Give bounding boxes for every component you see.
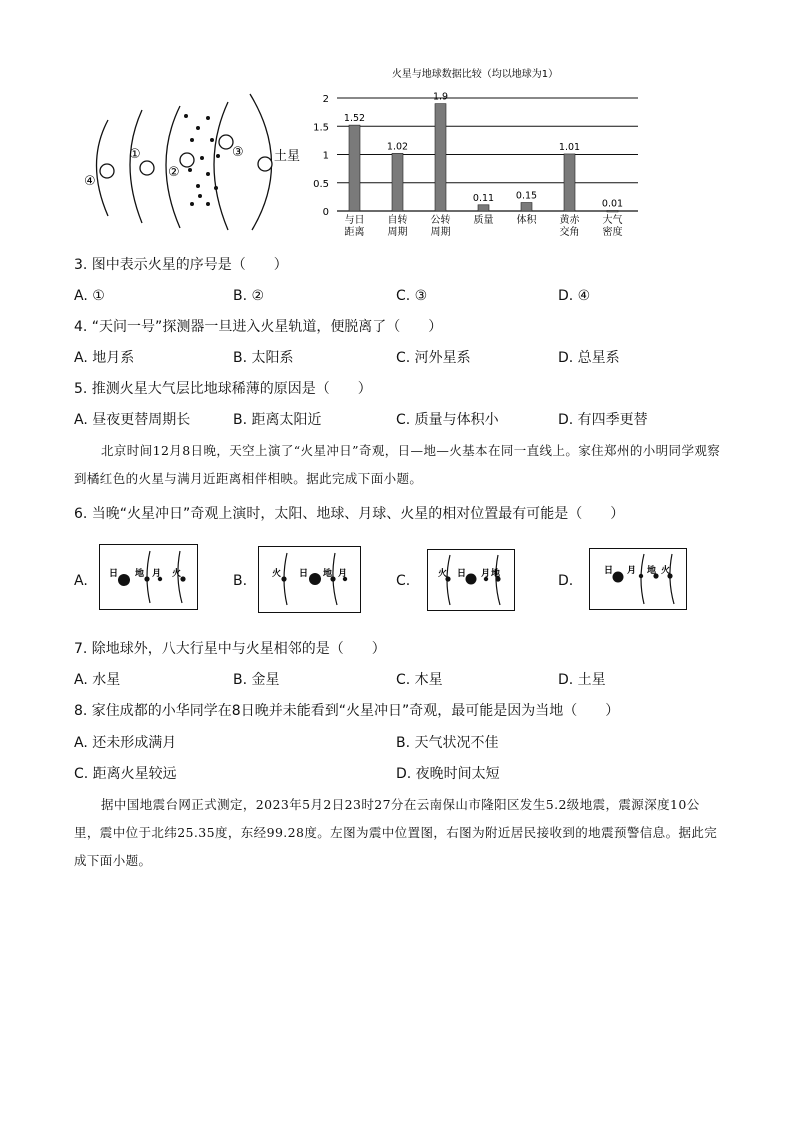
q5-stem: 5. 推测火星大气层比地球稀薄的原因是（ ）	[74, 381, 372, 397]
bar-value-label: 0.01	[601, 198, 624, 210]
q6-box-c[interactable]	[427, 549, 515, 611]
bar-value-label: 1.52	[343, 113, 366, 125]
bar-0	[349, 125, 360, 211]
x-category-label: 密度	[602, 227, 623, 238]
planet-saturn	[258, 157, 272, 171]
q6-box-a[interactable]	[99, 544, 198, 610]
label-1: ①	[129, 147, 141, 162]
q7-stem: 7. 除地球外，八大行星中与火星相邻的是（ ）	[74, 641, 386, 657]
q7-option-d[interactable]: D. 土星	[558, 672, 606, 688]
label-4: ④	[84, 174, 96, 189]
planet-3	[219, 135, 233, 149]
svg-text:火: 火	[438, 569, 448, 579]
svg-text:月: 月	[338, 569, 348, 579]
bar-1	[392, 153, 403, 211]
passage-earthquake: 据中国地震台网正式测定，2023年5月2日23时27分在云南保山市隆阳区发生5.2级地震，震源深度10公里，震中位于北纬25.35度，东经99.28度。左图为震中位置图，右图为附近居民接收到的地震预警信息。据此完成下面小题。	[74, 797, 718, 868]
q8-option-c[interactable]: C. 距离火星较远	[74, 766, 177, 782]
planet-1	[140, 161, 154, 175]
q6-option-a[interactable]: A.	[74, 573, 88, 589]
planet-2	[180, 153, 194, 167]
q5-option-b[interactable]: B. 距离太阳近	[233, 412, 322, 428]
q6-option-d[interactable]: D.	[558, 573, 574, 589]
orbit-arc-4	[214, 102, 228, 230]
bar-value-label: 1.01	[558, 141, 581, 153]
q3-option-d[interactable]: D. ④	[558, 288, 591, 304]
q4-option-b[interactable]: B. 太阳系	[233, 350, 294, 366]
bar-value-label: 1.9	[432, 91, 449, 103]
chart-title: 火星与地球数据比较（均以地球为1）	[391, 69, 559, 80]
q7-option-a[interactable]: A. 水星	[74, 672, 121, 688]
q4-stem: 4. “天问一号”探测器一旦进入火星轨道，便脱离了（ ）	[74, 319, 443, 335]
q3-option-c[interactable]: C. ③	[396, 288, 428, 304]
svg-text:月: 月	[481, 569, 491, 579]
svg-text:火: 火	[661, 566, 671, 576]
q5-option-d[interactable]: D. 有四季更替	[558, 412, 648, 428]
q8-option-a[interactable]: A. 还未形成满月	[74, 735, 177, 751]
svg-text:日: 日	[457, 569, 467, 579]
q3-option-b[interactable]: B. ②	[233, 288, 265, 304]
label-3: ③	[232, 145, 244, 160]
label-2: ②	[168, 165, 180, 180]
q4-option-d[interactable]: D. 总星系	[558, 350, 620, 366]
mars-earth-bar-chart	[305, 62, 645, 242]
bar-value-label: 0.11	[472, 192, 495, 204]
x-category-label: 大气	[602, 215, 623, 226]
x-category-label: 公转	[430, 215, 451, 226]
svg-text:日: 日	[604, 566, 614, 576]
q3-option-a[interactable]: A. ①	[74, 288, 105, 304]
q8-option-b[interactable]: B. 天气状况不佳	[396, 735, 499, 751]
q5-option-c[interactable]: C. 质量与体积小	[396, 412, 499, 428]
planet-4	[100, 164, 114, 178]
q6-box-d-diagram	[590, 549, 686, 609]
svg-text:地: 地	[135, 569, 145, 579]
x-category-label: 自转	[387, 215, 408, 226]
bar-3	[478, 205, 489, 211]
bar-value-label: 0.15	[515, 190, 538, 202]
x-category-label: 质量	[473, 215, 494, 226]
y-tick-label: 1	[322, 150, 329, 162]
x-category-label: 距离	[344, 227, 365, 238]
x-category-label: 体积	[516, 215, 537, 226]
q4-option-c[interactable]: C. 河外星系	[396, 350, 471, 366]
svg-text:地: 地	[647, 566, 657, 576]
x-category-label: 周期	[387, 227, 408, 238]
x-category-label: 交角	[559, 227, 580, 238]
q6-box-b-diagram	[259, 547, 360, 612]
q6-box-b[interactable]	[258, 546, 361, 613]
y-tick-label: 0.5	[313, 178, 329, 190]
svg-text:月: 月	[627, 566, 637, 576]
q8-option-d[interactable]: D. 夜晚时间太短	[396, 766, 500, 782]
q6-stem: 6. 当晚“火星冲日”奇观上演时，太阳、地球、月球、火星的相对位置最有可能是（ ）	[74, 506, 625, 522]
passage-mars-opposition: 北京时间12月8日晚，天空上演了“火星冲日”奇观，日—地—火基本在同一直线上。家住郑州的小明同学观察到橘红色的火星与满月近距离相伴相映。据此完成下面小题。	[74, 443, 721, 486]
y-tick-label: 0	[322, 207, 329, 218]
svg-text:月: 月	[152, 569, 162, 579]
svg-text:日: 日	[109, 569, 119, 579]
q6-box-a-diagram	[100, 545, 197, 609]
q5-option-a[interactable]: A. 昼夜更替周期长	[74, 412, 191, 428]
orbit-diagram	[80, 88, 310, 233]
svg-text:日: 日	[299, 569, 309, 579]
q6-box-c-diagram	[428, 550, 514, 610]
q6-option-b[interactable]: B.	[233, 573, 248, 589]
svg-text:地: 地	[323, 569, 333, 579]
bar-2	[435, 104, 446, 211]
y-tick-label: 1.5	[313, 122, 329, 134]
x-category-label: 周期	[430, 227, 451, 238]
bar-6	[607, 210, 618, 212]
x-category-label: 与日	[344, 215, 365, 226]
q4-option-a[interactable]: A. 地月系	[74, 350, 135, 366]
bar-5	[564, 154, 575, 211]
q3-stem: 3. 图中表示火星的序号是（ ）	[74, 257, 288, 273]
q7-option-c[interactable]: C. 木星	[396, 672, 443, 688]
bar-value-label: 1.02	[386, 141, 409, 153]
y-tick-label: 2	[322, 94, 329, 105]
q7-option-b[interactable]: B. 金星	[233, 672, 280, 688]
q6-box-d[interactable]	[589, 548, 687, 610]
svg-text:地: 地	[491, 569, 501, 579]
svg-text:火: 火	[172, 569, 182, 579]
q8-stem: 8. 家住成都的小华同学在8日晚并未能看到“火星冲日”奇观，最可能是因为当地（ ）	[74, 703, 620, 719]
q6-option-c[interactable]: C.	[396, 573, 411, 589]
svg-text:火: 火	[272, 569, 282, 579]
bar-4	[521, 203, 532, 211]
label-saturn: 土星	[274, 149, 301, 164]
x-category-label: 黄赤	[559, 215, 580, 226]
